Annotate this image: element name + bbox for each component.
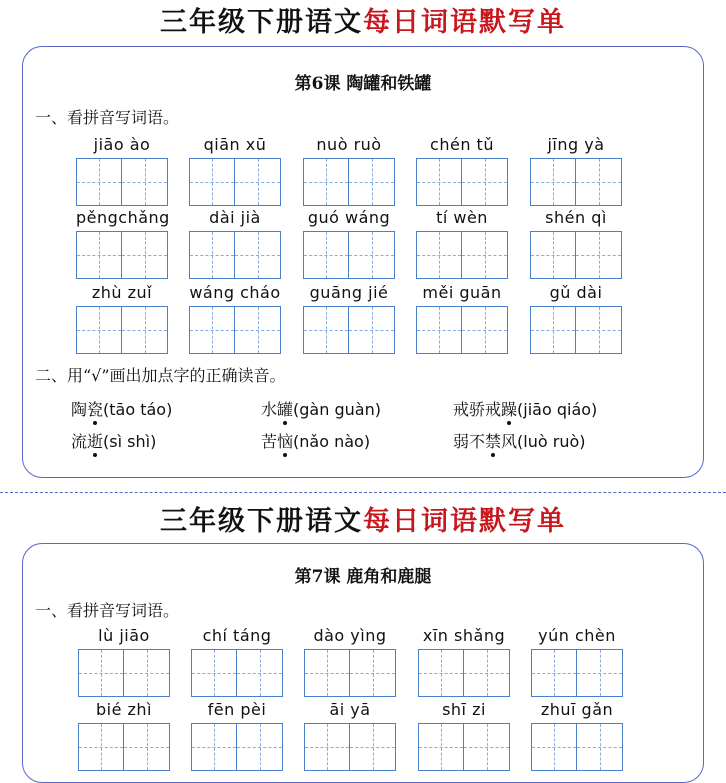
- pinyin-label: bié zhì: [95, 700, 152, 719]
- title-red: 每日词语默写单: [363, 7, 566, 38]
- pinyin-label: zhù zuǐ: [91, 283, 153, 302]
- reading-item[interactable]: [261, 397, 381, 420]
- writing-grid[interactable]: [416, 306, 508, 354]
- writing-grid[interactable]: [191, 649, 283, 697]
- writing-grid[interactable]: [531, 649, 623, 697]
- writing-grid[interactable]: [303, 231, 395, 279]
- word-prefix: 陶: [71, 400, 88, 419]
- pinyin-label: dài jià: [209, 208, 261, 227]
- pinyin-label: chí táng: [202, 626, 272, 645]
- reading-item[interactable]: [71, 429, 156, 452]
- writing-grid[interactable]: [531, 723, 623, 771]
- word-prefix: 水: [261, 400, 278, 419]
- sheet-2-title: [0, 505, 726, 539]
- pinyin-label: guāng jié: [309, 283, 389, 302]
- dotted-char: 禁: [485, 432, 502, 451]
- pinyin-options: (jiāo qiáo): [517, 400, 598, 419]
- writing-grid[interactable]: [189, 231, 281, 279]
- title-black: 三年级下册语文: [160, 506, 363, 537]
- pinyin-options: (gàn guàn): [293, 400, 381, 419]
- dotted-char: 躁: [501, 400, 518, 419]
- pinyin-options: (nǎo nào): [293, 432, 371, 451]
- writing-grid[interactable]: [191, 723, 283, 771]
- dotted-char: 恼: [277, 432, 294, 451]
- title-black: 三年级下册语文: [160, 7, 363, 38]
- pinyin-label: pěngchǎng: [76, 208, 170, 227]
- writing-grid[interactable]: [303, 306, 395, 354]
- pinyin-label: shī zi: [442, 700, 486, 719]
- pinyin-label: chén tǔ: [430, 135, 494, 154]
- writing-grid[interactable]: [304, 723, 396, 771]
- writing-grid[interactable]: [304, 649, 396, 697]
- dotted-char: 瓷: [87, 400, 104, 419]
- pinyin-label: gǔ dài: [549, 283, 603, 302]
- section-1-heading: 一、看拼音写词语。: [35, 108, 180, 127]
- pinyin-label: qiān xū: [203, 135, 267, 154]
- worksheet-card-lesson-7: [22, 543, 704, 783]
- section-1-heading: 一、看拼音写词语。: [35, 601, 180, 620]
- word-prefix: 苦: [261, 432, 278, 451]
- pinyin-label: tí wèn: [436, 208, 488, 227]
- writing-grid[interactable]: [530, 231, 622, 279]
- dotted-char: 逝: [87, 432, 104, 451]
- writing-grid[interactable]: [78, 723, 170, 771]
- worksheet-card-lesson-6: [22, 46, 704, 478]
- pinyin-label: zhuī gǎn: [540, 700, 614, 719]
- reading-item[interactable]: [453, 397, 597, 420]
- writing-grid[interactable]: [418, 649, 510, 697]
- writing-grid[interactable]: [189, 158, 281, 206]
- lesson-title: 第7课 鹿角和鹿腿: [294, 567, 432, 587]
- pinyin-label: wáng cháo: [189, 283, 281, 302]
- writing-grid[interactable]: [303, 158, 395, 206]
- pinyin-label: jiāo ào: [93, 135, 151, 154]
- writing-grid[interactable]: [76, 231, 168, 279]
- pinyin-label: lù jiāo: [98, 626, 150, 645]
- pinyin-label: āi yā: [329, 700, 371, 719]
- writing-grid[interactable]: [189, 306, 281, 354]
- word-prefix: 流: [71, 432, 88, 451]
- writing-grid[interactable]: [416, 158, 508, 206]
- reading-item[interactable]: [71, 397, 172, 420]
- writing-grid[interactable]: [76, 158, 168, 206]
- writing-grid[interactable]: [78, 649, 170, 697]
- sheet-1-title: [0, 6, 726, 40]
- pinyin-options: (sì shì): [103, 432, 157, 451]
- pinyin-label: dào yìng: [313, 626, 387, 645]
- title-red: 每日词语默写单: [363, 506, 566, 537]
- section-2-heading: 二、用“√”画出加点字的正确读音。: [35, 366, 286, 385]
- reading-item[interactable]: [261, 429, 370, 452]
- word-suffix: 风: [501, 432, 518, 451]
- pinyin-label: xīn shǎng: [422, 626, 506, 645]
- pinyin-label: yún chèn: [538, 626, 616, 645]
- pinyin-label: jīng yà: [547, 135, 605, 154]
- word-prefix: 戒骄戒: [453, 400, 502, 419]
- pinyin-label: guó wáng: [307, 208, 391, 227]
- writing-grid[interactable]: [416, 231, 508, 279]
- pinyin-options: (tāo táo): [103, 400, 173, 419]
- cut-line-divider: [0, 492, 726, 493]
- pinyin-label: shén qì: [545, 208, 607, 227]
- writing-grid[interactable]: [76, 306, 168, 354]
- writing-grid[interactable]: [530, 306, 622, 354]
- word-prefix: 弱不: [453, 432, 486, 451]
- writing-grid[interactable]: [418, 723, 510, 771]
- lesson-title: 第6课 陶罐和铁罐: [294, 74, 432, 94]
- dotted-char: 罐: [277, 400, 294, 419]
- pinyin-options: (luò ruò): [517, 432, 586, 451]
- writing-grid[interactable]: [530, 158, 622, 206]
- pinyin-label: nuò ruò: [316, 135, 382, 154]
- pinyin-label: měi guān: [422, 283, 502, 302]
- reading-item[interactable]: [453, 429, 586, 452]
- pinyin-label: fēn pèi: [207, 700, 267, 719]
